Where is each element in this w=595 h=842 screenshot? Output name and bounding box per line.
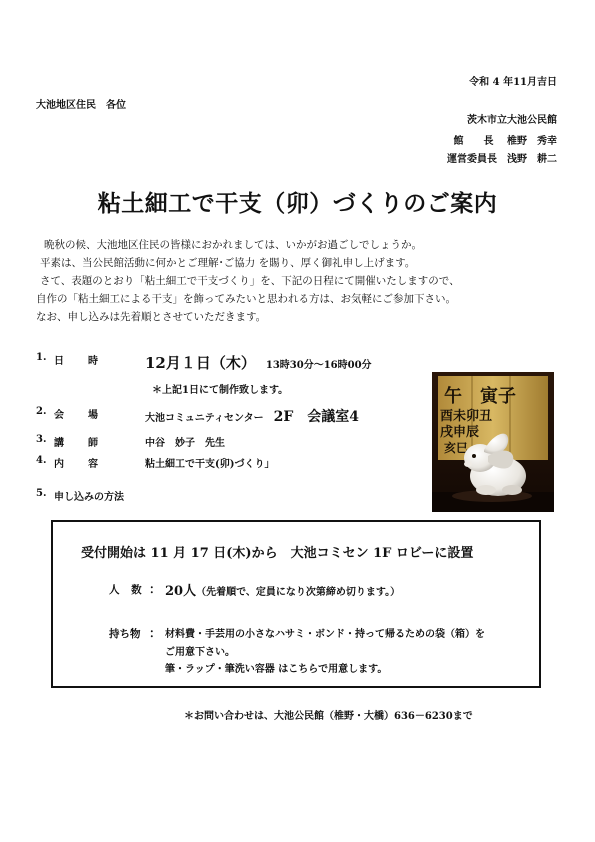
intro-line: 晩秋の候、大池地区住民の皆様におかれましては、いかがお過ごしでしょうか。 bbox=[44, 239, 422, 251]
calligraphy-row: 亥巳 bbox=[444, 441, 469, 455]
detail-label: 講師 bbox=[54, 438, 98, 449]
belongings-line: 筆・ラップ・筆洗い容器 はこちらで用意します。 bbox=[165, 664, 388, 675]
calligraphy-row: 午 寅子 bbox=[444, 386, 516, 407]
intro-line: 平素は、当公民館活動に何かとご理解･ご協力 を賜り、厚く御礼申し上げます。 bbox=[40, 257, 416, 269]
capacity-value: 20人 bbox=[165, 584, 197, 599]
clay-rabbit-photo bbox=[432, 372, 554, 512]
registration-box bbox=[51, 520, 541, 688]
detail-label: 申し込みの方法 bbox=[54, 492, 124, 503]
detail-value: 粘土細工で干支(卯)づくり」 bbox=[145, 459, 275, 470]
detail-value: 中谷 妙子 先生 bbox=[145, 438, 225, 449]
capacity-label: 人 数 bbox=[109, 584, 146, 596]
belongings-list bbox=[165, 626, 485, 679]
organization-name: 茨木市立大池公民館 bbox=[467, 115, 557, 126]
detail-number: 4. bbox=[36, 455, 47, 466]
intro-line: なお、申し込みは先着順とさせていただきます。 bbox=[36, 311, 267, 323]
detail-value bbox=[145, 406, 359, 426]
belongings-colon: ： bbox=[149, 626, 162, 640]
intro-line: 自作の「粘土細工による干支」を飾ってみたいと思われる方は、お気軽にご参加下さい。 bbox=[36, 293, 456, 305]
detail-number: 5. bbox=[36, 488, 47, 499]
calligraphy-row: 酉未卯丑 bbox=[440, 409, 493, 424]
belongings-line: 材料費・手芸用の小さなハサミ・ボンド・持って帰るための袋（箱）を bbox=[165, 629, 485, 640]
detail-number: 2. bbox=[36, 406, 47, 417]
detail-label: 会場 bbox=[54, 410, 98, 421]
calligraphy-row: 戌申辰 bbox=[440, 425, 480, 440]
capacity-colon: ： bbox=[149, 582, 162, 596]
committee-chair-name: 運営委員長 浅野 耕二 bbox=[447, 154, 557, 165]
contact-info: ＊お問い合わせは、大池公民館（椎野・大橋）636－6230まで bbox=[184, 711, 473, 722]
capacity-note: （先着順で、定員になり次第締め切ります。） bbox=[196, 587, 401, 598]
detail-date-row bbox=[0, 352, 595, 372]
venue-name: 大池コミュニティセンター bbox=[145, 413, 264, 424]
detail-number: 3. bbox=[36, 434, 47, 445]
event-time: 13時30分～16時00分 bbox=[265, 360, 372, 371]
chief-name: 館 長 椎野 秀幸 bbox=[453, 136, 557, 147]
belongings-line: ご用意下さい。 bbox=[165, 646, 235, 658]
event-date: 12月１日（木） bbox=[145, 354, 256, 372]
intro-line: さて、表題のとおり「粘土細工で干支づくり」を、下記の日程にて開催いたしますので、 bbox=[40, 275, 460, 287]
venue-room: 2F 会議室4 bbox=[273, 409, 360, 425]
registration-heading: 受付開始は 11 月 17 日(木)から 大池コミセン 1F ロビーに設置 bbox=[81, 546, 474, 561]
page-title: 粘土細工で干支（卯）づくりのご案内 bbox=[97, 190, 498, 217]
recipient-line: 大池地区住民 各位 bbox=[36, 100, 126, 111]
clay-rabbit-illustration bbox=[432, 372, 554, 512]
capacity-value-group bbox=[165, 580, 400, 599]
issue-date: 令和 4 年11月吉日 bbox=[469, 77, 557, 88]
detail-label: 内容 bbox=[54, 459, 98, 470]
date-note: ＊上記1日にて制作致します。 bbox=[152, 385, 289, 396]
detail-value bbox=[145, 352, 372, 373]
detail-label: 日時 bbox=[54, 356, 98, 367]
intro-paragraph bbox=[36, 236, 566, 326]
belongings-label: 持ち物 bbox=[109, 628, 141, 640]
detail-number: 1. bbox=[36, 352, 47, 363]
